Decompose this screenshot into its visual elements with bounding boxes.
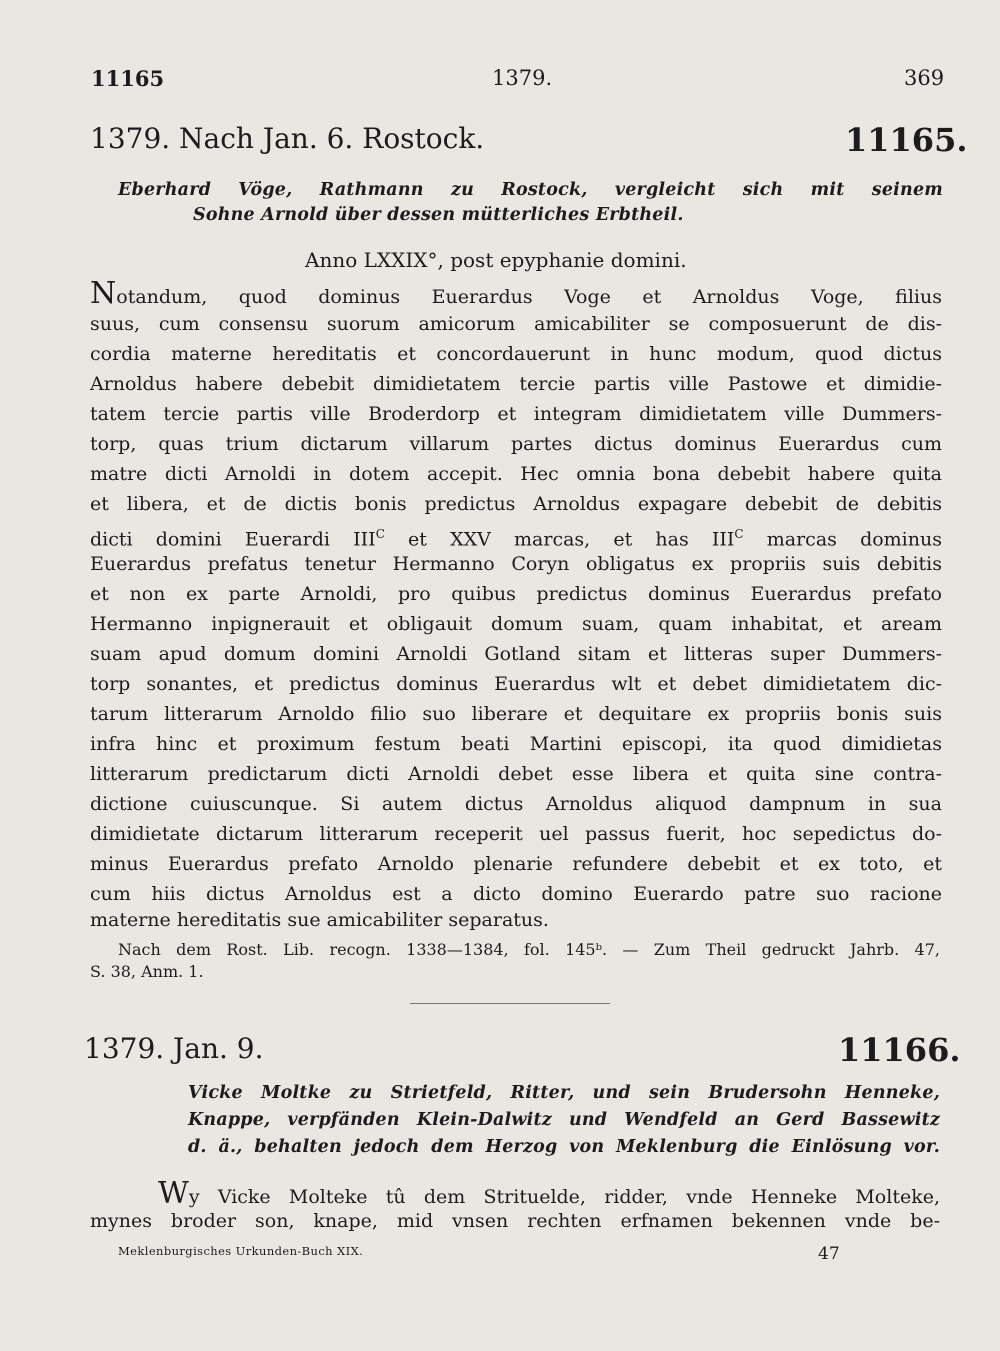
section-2-regest-line-2: Knappe, verpfänden Klein-Dalwitz und Wendfeld an Gerd Bassewitz <box>188 1110 940 1130</box>
section-2-regest-line-1: Vicke Moltke zu Strietfeld, Ritter, und sein Brudersohn Henneke, <box>188 1083 940 1103</box>
body-line: Euerardus prefatus tenetur Hermanno Coryn obligatus ex propriis suis debitis <box>90 553 942 575</box>
section-1-dating-line: Anno LXXIX°, post epyphanie domini. <box>305 248 687 272</box>
body-line: torp sonantes, et predictus dominus Euerardus wlt et debet dimidietatem dic- <box>90 673 942 695</box>
body-line: Hermanno inpignerauit et obligauit domum suam, quam inhabitat, et aream <box>90 613 942 635</box>
body-line: Arnoldus habere debebit dimidietatem tercie partis ville Pastowe et dimidie- <box>90 373 942 395</box>
page-number: 369 <box>904 66 945 90</box>
source-note-line-1: Nach dem Rost. Lib. recogn. 1338—1384, fol. 145ᵇ. — Zum Theil gedruckt Jahrb. 47, <box>118 940 940 959</box>
running-head-center: 1379. <box>492 66 553 90</box>
body-line: et non ex parte Arnoldi, pro quibus predictus dominus Euerardus prefato <box>90 583 942 605</box>
body-line: Notandum, quod dominus Euerardus Voge et Arnoldus Voge, filius <box>90 276 942 311</box>
section-1-regest-line-2: Sohne Arnold über dessen mütterliches Erbtheil. <box>193 205 684 225</box>
body-line: litterarum predictarum dicti Arnoldi debet esse libera et quita sine contra- <box>90 763 942 785</box>
drop-cap: N <box>90 276 117 311</box>
body-line: dictione cuiuscunque. Si autem dictus Arnoldus aliquod dampnum in sua <box>90 793 942 815</box>
section-divider <box>410 1003 610 1004</box>
body-line: dicti domini Euerardi $III^C$ et XXV marcas, et has $III^C$ marcas dominus <box>90 527 942 551</box>
body-line: infra hinc et proximum festum beati Martini episcopi, ita quod dimidietas <box>90 733 942 755</box>
section-2-date: 1379. Jan. 9. <box>84 1032 264 1065</box>
body-line: tarum litterarum Arnoldo filio suo liberare et dequitare ex propriis bonis suis <box>90 703 942 725</box>
body-line: torp, quas trium dictarum villarum partes dictus dominus Euerardus cum <box>90 433 942 455</box>
signature-number: 47 <box>818 1244 840 1264</box>
body-line: minus Euerardus prefato Arnoldo plenarie refundere debebit et ex toto, et <box>90 853 942 875</box>
body-line: dimidietate dictarum litterarum receperit uel passus fuerit, hoc sepedictus do- <box>90 823 942 845</box>
body-line: cum hiis dictus Arnoldus est a dicto domino Euerardo patre suo racione <box>90 883 942 905</box>
body-line: suam apud domum domini Arnoldi Gotland sitam et litteras super Dummers- <box>90 643 942 665</box>
section-1-date-place: 1379. Nach Jan. 6. Rostock. <box>90 122 485 155</box>
body-line: et libera, et de dictis bonis predictus Arnoldus expagare debebit de debitis <box>90 493 942 515</box>
body-line: matre dicti Arnoldi in dotem accepit. Hec omnia bona debebit habere quita <box>90 463 942 485</box>
body-line: mynes broder son, knape, mid vnsen rechten erfnamen bekennen vnde be- <box>90 1210 940 1232</box>
section-2-number: 11166. <box>838 1031 961 1069</box>
footer-book-title: Meklenburgisches Urkunden-Buch XIX. <box>118 1244 364 1258</box>
body-line: tatem tercie partis ville Broderdorp et integram dimidietatem ville Dummers- <box>90 403 942 425</box>
body-line: suus, cum consensu suorum amicorum amicabiliter se composuerunt de dis- <box>90 313 942 335</box>
section-1-number: 11165. <box>845 121 968 159</box>
body-line: Wy Vicke Molteke tû dem Strituelde, ridder, vnde Henneke Molteke, <box>158 1176 940 1211</box>
source-note-line-2: S. 38, Anm. 1. <box>90 962 204 981</box>
body-line: materne hereditatis sue amicabiliter separatus. <box>90 909 549 931</box>
section-2-regest-line-3: d. ä., behalten jedoch dem Herzog von Meklenburg die Einlösung vor. <box>188 1137 940 1157</box>
running-head-left: 11165 <box>91 66 165 91</box>
body-line: cordia materne hereditatis et concordauerunt in hunc modum, quod dictus <box>90 343 942 365</box>
section-1-regest-line-1: Eberhard Vöge, Rathmann zu Rostock, vergleicht sich mit seinem <box>118 180 943 200</box>
drop-cap: W <box>158 1176 189 1211</box>
